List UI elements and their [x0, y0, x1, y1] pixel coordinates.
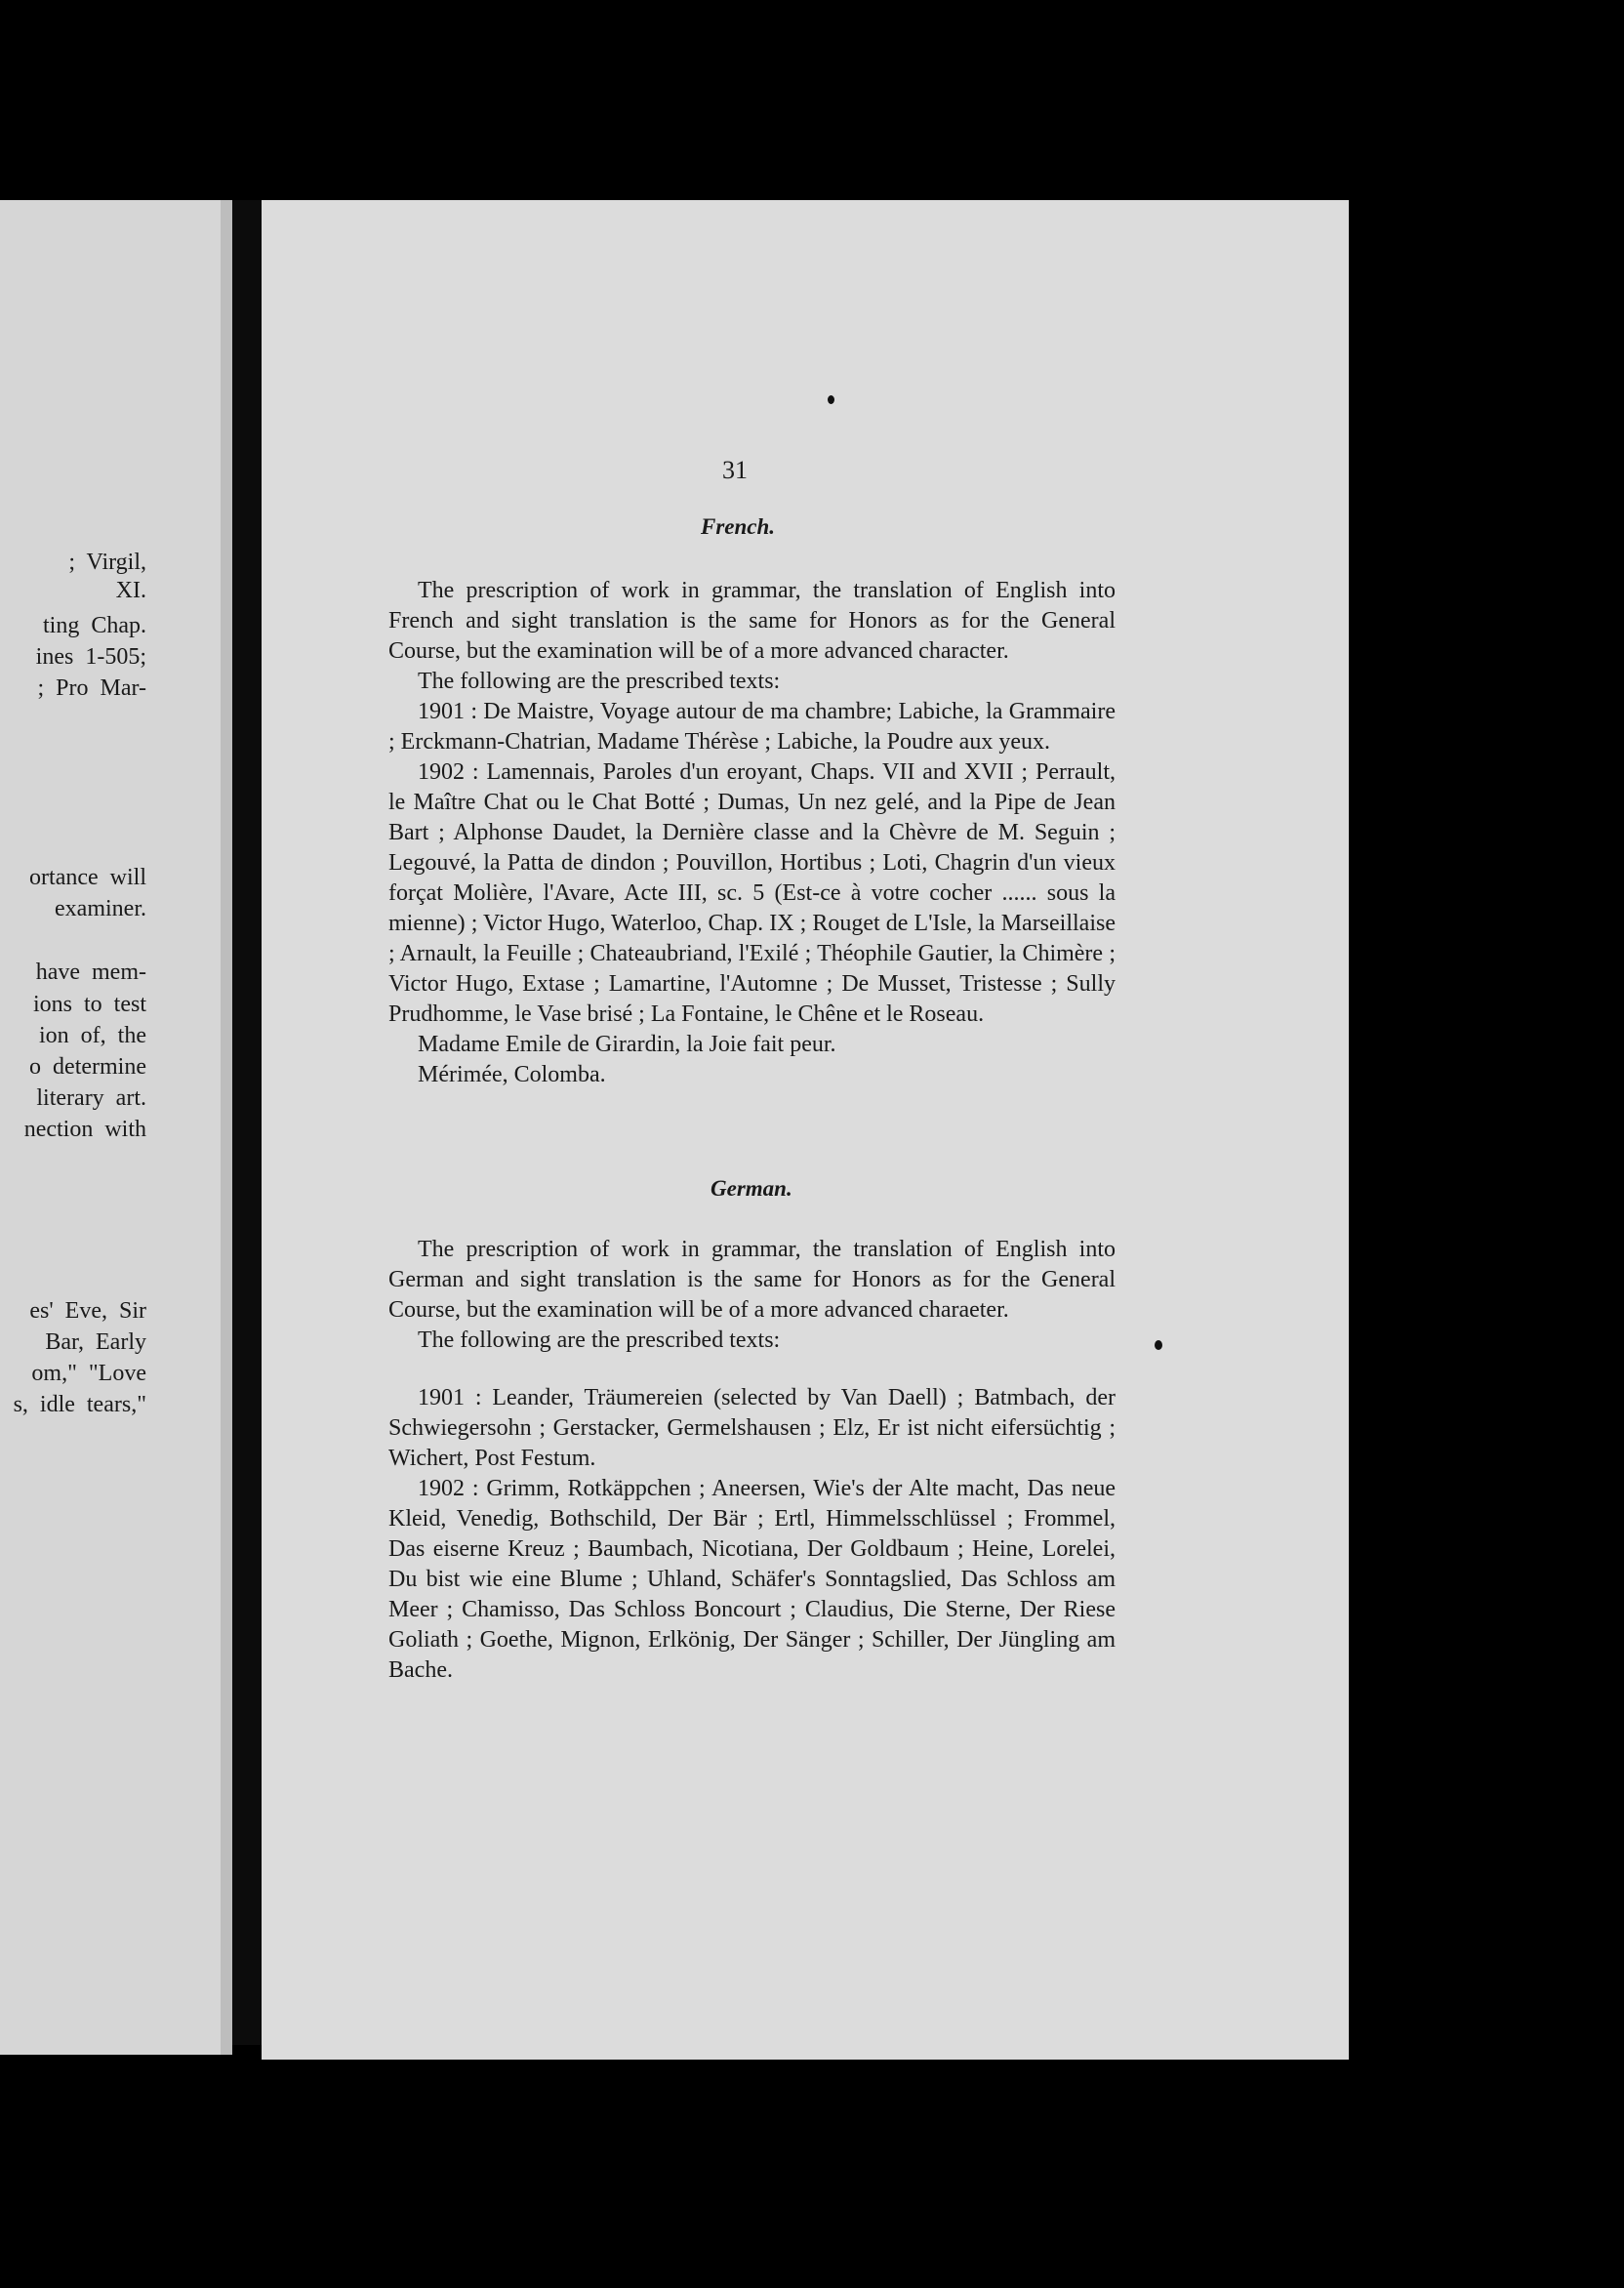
left-fragment-line: have mem- [35, 960, 146, 985]
left-fragment-line: om," "Love [31, 1361, 146, 1386]
german-texts-1902: 1902 : Grimm, Rotkäppchen ; Aneersen, Wie's der Alte macht, Das neue Kleid, Venedig, Bothschild, Der Bär ; Ertl, Himmelsschlüssel ; Frommel, Das eiserne Kreuz ; Baumbach, Nicotiana, Der Goldbaum ; Heine, Lorelei, Du bist wie eine Blume ; Uhland, Schäfer's Sonntagslied, Das Schloss am Meer ; Chamisso, Das Schloss Boncourt ; Claudius, Die Sterne, Der Riese Goliath ; Goethe, Mignon, Erlkönig, Der Sänger ; Schiller, Der Jüngling am Bache. [388, 1476, 1116, 1683]
left-fragment-line: s, idle tears," [13, 1392, 146, 1417]
german-intro-paragraph: The prescription of work in grammar, the translation of English into German and sight translation is the same for Honors as for the General Course, but the examination will be of a more advanced charaeter. [388, 1237, 1116, 1323]
ink-speck [828, 395, 834, 404]
german-texts-1901: 1901 : Leander, Träumereien (selected by Van Daell) ; Batmbach, der Schwiegersohn ; Gerstacker, Germelshausen ; Elz, Er ist nicht eifersüchtig ; Wichert, Post Festum. [388, 1385, 1116, 1471]
ink-speck [1155, 1340, 1162, 1350]
left-fragment-line: ; Virgil, [68, 550, 146, 575]
page-number: 31 [722, 456, 748, 484]
french-intro-paragraph: The prescription of work in grammar, the translation of English into French and sight translation is the same for Honors as for the General Course, but the examination will be of a more advanced character. [388, 578, 1116, 664]
binding-shadow [232, 200, 262, 2045]
left-fragment-line: literary art. [36, 1085, 146, 1111]
left-fragment-line: XI. [115, 578, 146, 603]
left-fragment-line: o determine [29, 1054, 146, 1080]
french-section-body [388, 576, 1116, 1090]
page-gutter [221, 200, 232, 2055]
french-extra-text: Madame Emile de Girardin, la Joie fait peur. [418, 1032, 836, 1057]
left-page-fragment [0, 200, 232, 2055]
french-texts-lead: The following are the prescribed texts: [418, 669, 781, 694]
left-fragment-line: ions to test [32, 992, 146, 1017]
left-fragment-line: Bar, Early [45, 1329, 146, 1355]
page [262, 200, 1349, 2060]
french-texts-1901: 1901 : De Maistre, Voyage autour de ma chambre; Labiche, la Grammaire ; Erckmann-Chatrian, Madame Thérèse ; Labiche, la Poudre aux yeux. [388, 699, 1116, 755]
french-texts-1902: 1902 : Lamennais, Paroles d'un eroyant, Chaps. VII and XVII ; Perrault, le Maître Chat ou le Chat Botté ; Dumas, Un nez gelé, and la Pipe de Jean Bart ; Alphonse Daudet, la Dernière classe and la Chèvre de M. Seguin ; Legouvé, la Patta de dindon ; Pouvillon, Hortibus ; Loti, Chagrin d'un vieux forçat Molière, l'Avare, Acte III, sc. 5 (Est-ce à votre cocher ...... sous la mienne) ; Victor Hugo, Waterloo, Chap. IX ; Rouget de L'Isle, la Marseillaise ; Arnault, la Feuille ; Chateaubriand, l'Exilé ; Théophile Gautier, la Chimère ; Victor Hugo, Extase ; Lamartine, l'Automne ; De Musset, Tristesse ; Sully Prudhomme, le Vase brisé ; La Fontaine, le Chêne et le Roseau. [388, 759, 1116, 1027]
left-fragment-line: ion of, the [39, 1023, 146, 1048]
left-fragment-line: ; Pro Mar- [37, 675, 146, 701]
section-heading-german: German. [710, 1176, 792, 1201]
french-extra-text: Mérimée, Colomba. [418, 1062, 606, 1087]
section-heading-french: French. [701, 514, 776, 539]
left-fragment-line: examiner. [55, 896, 146, 921]
german-texts-lead: The following are the prescribed texts: [418, 1328, 781, 1353]
left-fragment-line: nection with [23, 1117, 146, 1142]
left-fragment-line: ting Chap. [43, 613, 146, 638]
left-fragment-line: ines 1-505; [35, 644, 146, 670]
german-section-body [388, 1235, 1116, 1686]
left-fragment-line: ortance will [29, 865, 146, 890]
left-fragment-line: es' Eve, Sir [29, 1298, 146, 1324]
